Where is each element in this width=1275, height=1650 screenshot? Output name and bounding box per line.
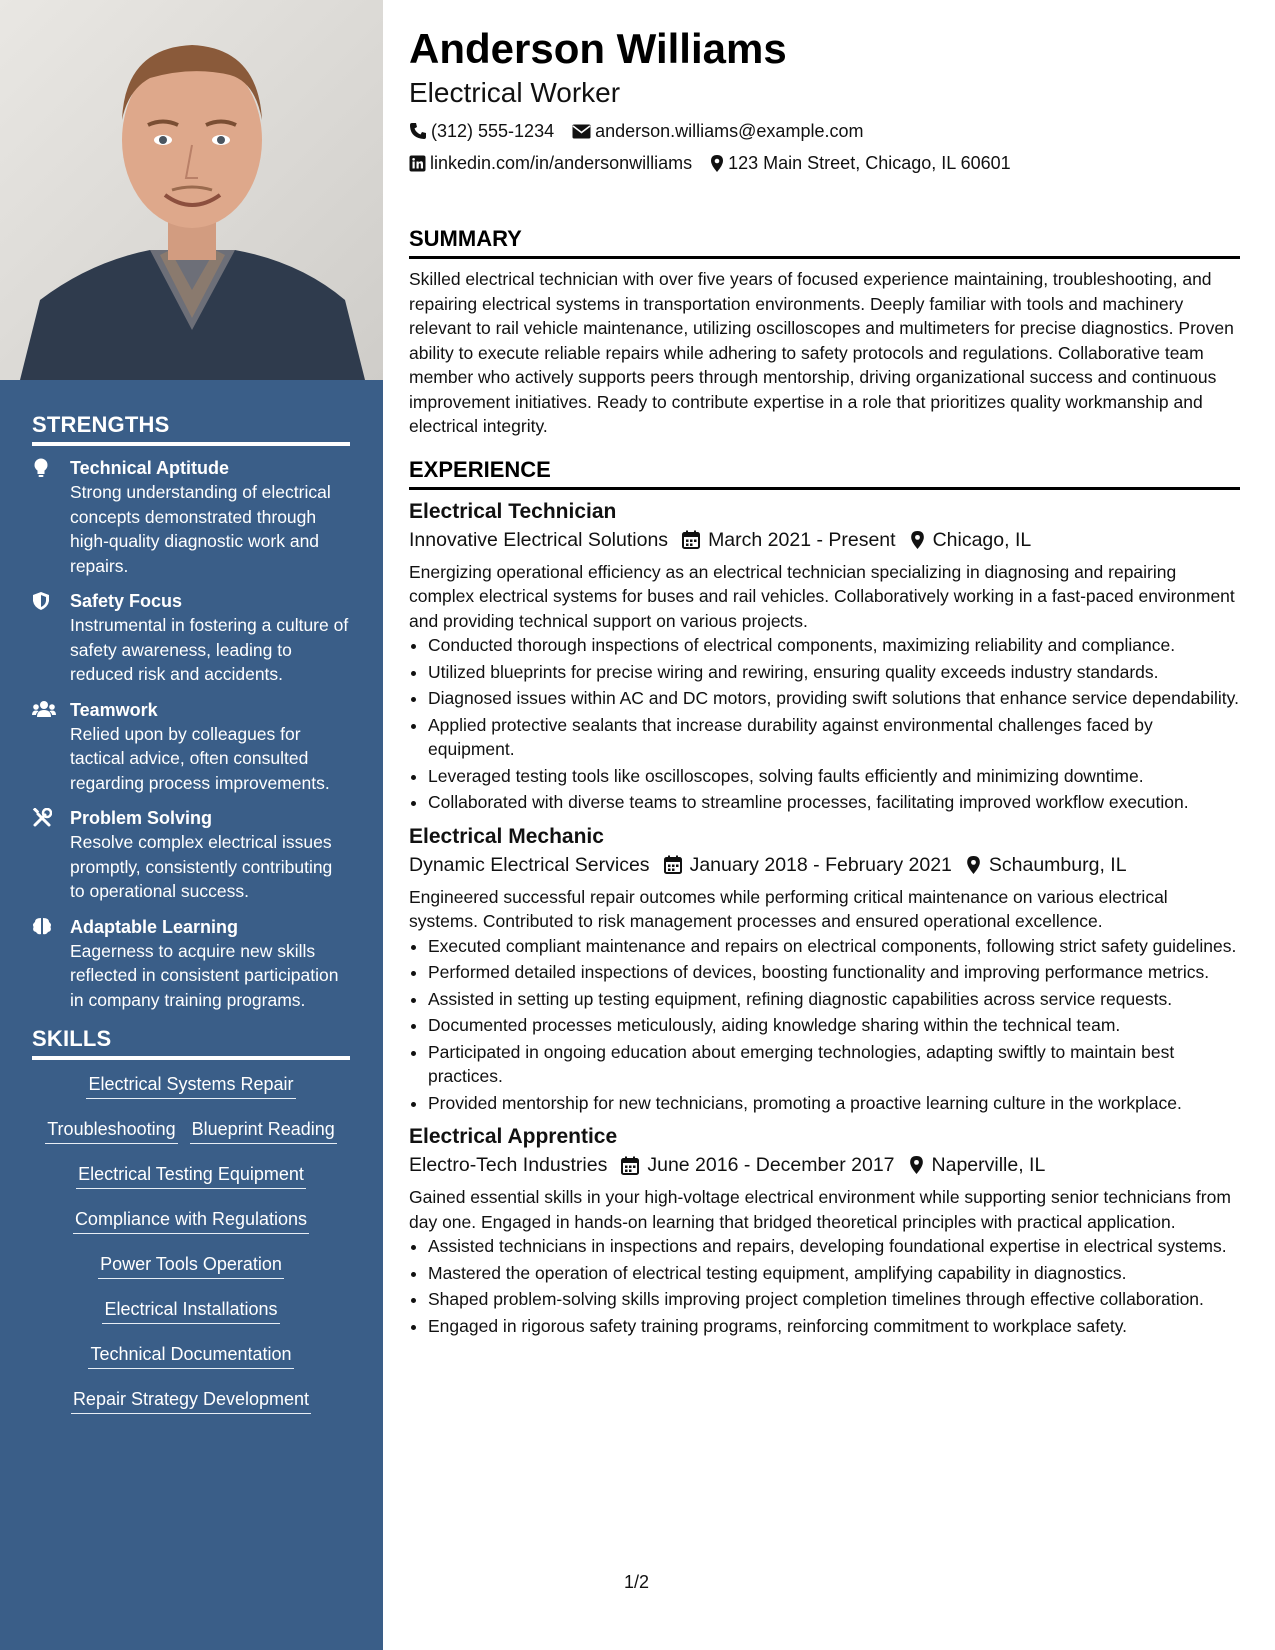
brain-icon bbox=[32, 917, 52, 935]
job-dates-item bbox=[664, 851, 952, 879]
skill-item: Electrical Installations bbox=[102, 1299, 279, 1324]
job-location: Schaumburg, IL bbox=[988, 853, 1127, 876]
job-bullet: • Leveraged testing tools like oscilloscopes, solving faults efficiently and minimizing downtime. bbox=[428, 764, 1240, 789]
strength-item bbox=[32, 698, 350, 796]
job-bullet: • Provided mentorship for new technicians, promoting a proactive learning culture in the workplace. bbox=[428, 1091, 1240, 1116]
job-location-item bbox=[909, 1151, 1046, 1179]
address-item bbox=[710, 152, 1011, 174]
job-bullet: • Assisted technicians in inspections and repairs, developing foundational expertise in electrical systems. bbox=[428, 1234, 1240, 1259]
strength-item bbox=[32, 806, 350, 904]
phone-text: (312) 555-1234 bbox=[431, 121, 555, 141]
calendar-icon bbox=[621, 1156, 639, 1175]
strength-desc: Relied upon by colleagues for tactical advice, often consulted regarding process improvements. bbox=[70, 723, 330, 793]
users-icon bbox=[32, 700, 56, 718]
job-meta bbox=[409, 1151, 1240, 1179]
strength-desc: Resolve complex electrical issues promptly, consistently contributing to operational success. bbox=[70, 832, 333, 901]
contact-row bbox=[409, 152, 1240, 174]
linkedin-icon bbox=[409, 155, 426, 172]
main-content bbox=[409, 22, 1240, 1346]
job-title: Electrical Technician bbox=[409, 499, 617, 523]
job-description: Engineered successful repair outcomes while performing critical maintenance on various electrical systems. Contributed to risk management processes and ensured operational excellence. bbox=[409, 886, 1168, 931]
job-bullet: • Executed compliant maintenance and repairs on electrical components, following strict safety guidelines. bbox=[428, 934, 1240, 959]
profile-photo bbox=[0, 0, 383, 380]
skill-item: Electrical Systems Repair bbox=[86, 1074, 295, 1099]
strength-desc: Eagerness to acquire new skills reflected in consistent participation in company training programs. bbox=[70, 940, 339, 1010]
job-company: Dynamic Electrical Services bbox=[409, 853, 650, 876]
sidebar-content bbox=[32, 412, 350, 1434]
sidebar bbox=[0, 0, 383, 1650]
map-pin-icon bbox=[966, 855, 981, 875]
strength-title: Problem Solving bbox=[70, 808, 213, 828]
address-text: 123 Main Street, Chicago, IL 60601 bbox=[728, 153, 1011, 173]
strength-title: Technical Aptitude bbox=[70, 458, 230, 478]
job-company: Innovative Electrical Solutions bbox=[409, 528, 669, 551]
job-company: Electro-Tech Industries bbox=[409, 1154, 608, 1176]
job-bullets bbox=[409, 934, 1240, 1116]
job-meta bbox=[409, 851, 1240, 879]
phone-item bbox=[409, 120, 554, 142]
job-bullet: • Assisted in setting up testing equipment, refining diagnostic capabilities across service requests. bbox=[428, 987, 1240, 1012]
job-bullets bbox=[409, 633, 1240, 815]
skill-item: Repair Strategy Development bbox=[71, 1389, 311, 1414]
job-title: Electrical Apprentice bbox=[409, 1125, 618, 1148]
job-bullet: • Utilized blueprints for precise wiring and rewiring, ensuring quality exceeds industry standards. bbox=[428, 660, 1240, 685]
strength-desc: Strong understanding of electrical concepts demonstrated through high-quality diagnostic work and repairs. bbox=[70, 482, 331, 576]
strength-item bbox=[32, 589, 350, 687]
job-entry bbox=[409, 1123, 1240, 1338]
job-dates-item bbox=[682, 526, 896, 554]
candidate-name: Anderson Williams bbox=[409, 25, 787, 72]
experience-heading: EXPERIENCE bbox=[409, 457, 1240, 490]
job-bullet: • Performed detailed inspections of devices, boosting functionality and improving performance metrics. bbox=[428, 960, 1240, 985]
email-icon bbox=[572, 124, 591, 139]
page-number: 1/2 bbox=[624, 1572, 650, 1592]
job-bullet: • Shaped problem-solving skills improving project completion timelines through effective collaboration. bbox=[428, 1287, 1240, 1312]
job-bullet: • Documented processes meticulously, aiding knowledge sharing within the technical team. bbox=[428, 1013, 1240, 1038]
job-bullets bbox=[409, 1234, 1240, 1338]
skill-item: Electrical Testing Equipment bbox=[76, 1164, 306, 1189]
job-dates-item bbox=[621, 1151, 894, 1179]
job-dates: June 2016 - December 2017 bbox=[647, 1154, 895, 1176]
strength-desc: Instrumental in fostering a culture of safety awareness, leading to reduced risk and accidents. bbox=[70, 615, 349, 684]
skill-item: Power Tools Operation bbox=[98, 1254, 284, 1279]
calendar-icon bbox=[664, 855, 682, 874]
shield-icon bbox=[32, 591, 50, 611]
skills-heading: SKILLS bbox=[32, 1026, 350, 1060]
strength-title: Teamwork bbox=[70, 699, 158, 720]
strength-title: Safety Focus bbox=[70, 591, 183, 611]
job-bullet: • Participated in ongoing education about emerging technologies, adapting swiftly to maintain best practices. bbox=[428, 1040, 1240, 1089]
strength-title: Adaptable Learning bbox=[70, 916, 239, 937]
candidate-role: Electrical Worker bbox=[409, 77, 621, 108]
summary-text: Skilled electrical technician with over five years of focused experience maintaining, troubleshooting, and repairing electrical systems in transportation environments. Deeply familiar with tools and machinery relevant to rail vehicle maintenance, utilizing oscilloscopes and multimeters for precise diagnostics. Proven ability to execute reliable repairs while adhering to safety protocols and regulations. Collaborative team member who actively supports peers through mentorship, driving organizational success and continuous improvement initiatives. Ready to contribute expertise in a role that prioritizes quality workmanship and electrical integrity. bbox=[409, 269, 1234, 436]
skill-item: Technical Documentation bbox=[88, 1344, 293, 1369]
map-pin-icon bbox=[710, 154, 724, 173]
linkedin-item[interactable] bbox=[409, 152, 692, 174]
job-description: Energizing operational efficiency as an electrical technician specializing in diagnosing and repairing complex electrical systems for buses and rail vehicles. Collaboratively working in a fast-paced environment and providing technical support on various projects. bbox=[409, 561, 1235, 631]
job-bullet: • Engaged in rigorous safety training programs, reinforcing commitment to workplace safety. bbox=[428, 1314, 1240, 1339]
job-location: Chicago, IL bbox=[932, 528, 1032, 551]
lightbulb-icon bbox=[32, 458, 50, 478]
strength-item bbox=[32, 915, 350, 1013]
skill-item: Compliance with Regulations bbox=[73, 1209, 309, 1234]
job-dates: January 2018 - February 2021 bbox=[689, 853, 952, 876]
skills-list bbox=[32, 1074, 350, 1434]
job-bullet: • Diagnosed issues within AC and DC motors, providing swift solutions that enhance service dependability. bbox=[428, 686, 1240, 711]
strengths-heading: STRENGTHS bbox=[32, 412, 350, 446]
email-item[interactable] bbox=[572, 120, 863, 142]
contact-row bbox=[409, 120, 1240, 142]
skill-item: Troubleshooting bbox=[45, 1119, 177, 1144]
calendar-icon bbox=[682, 530, 700, 549]
job-title: Electrical Mechanic bbox=[409, 824, 604, 848]
job-entry bbox=[409, 498, 1240, 815]
skill-item: Blueprint Reading bbox=[190, 1119, 337, 1144]
strength-item bbox=[32, 456, 350, 578]
job-location-item bbox=[910, 526, 1032, 554]
job-dates: March 2021 - Present bbox=[708, 528, 896, 551]
job-bullet: • Applied protective sealants that increase durability against environmental challenges faced by equipment. bbox=[428, 713, 1240, 762]
tools-icon bbox=[32, 808, 52, 828]
job-description: Gained essential skills in your high-voltage electrical environment while supporting senior technicians from day one. Engaged in hands-on learning that bridged theoretical principles with practical application. bbox=[409, 1187, 1231, 1232]
summary-heading: SUMMARY bbox=[409, 226, 1240, 259]
job-bullet: • Collaborated with diverse teams to streamline processes, facilitating improved workflow execution. bbox=[428, 790, 1240, 815]
job-meta bbox=[409, 526, 1240, 554]
job-bullet: • Conducted thorough inspections of electrical components, maximizing reliability and compliance. bbox=[428, 633, 1240, 658]
job-location-item bbox=[966, 851, 1127, 879]
job-bullet: • Mastered the operation of electrical testing equipment, amplifying capability in diagnostics. bbox=[428, 1261, 1240, 1286]
linkedin-link[interactable]: linkedin.com/in/andersonwilliams bbox=[430, 153, 693, 173]
email-link[interactable]: anderson.williams@example.com bbox=[595, 121, 864, 141]
map-pin-icon bbox=[910, 530, 925, 550]
job-entry bbox=[409, 823, 1240, 1116]
job-location: Naperville, IL bbox=[931, 1154, 1046, 1176]
phone-icon bbox=[409, 122, 427, 140]
map-pin-icon bbox=[909, 1155, 924, 1175]
